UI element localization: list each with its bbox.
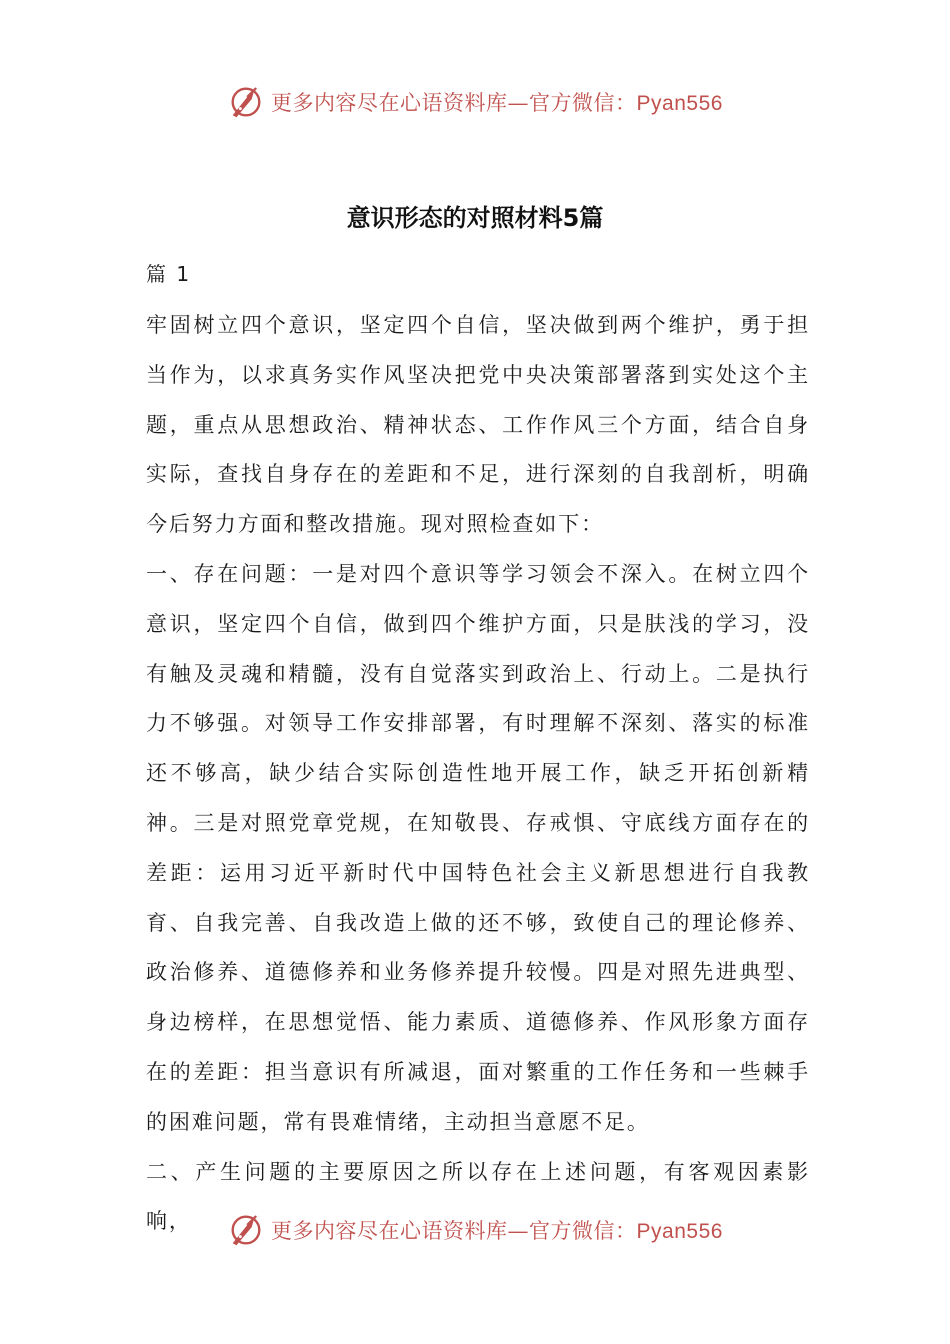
pen-nib-logo-icon [227, 1211, 265, 1249]
footer-wechat-id: Pyan556 [636, 1220, 723, 1243]
document-title: 意识形态的对照材料5篇 [346, 204, 604, 232]
section-label: 篇 1 [146, 262, 192, 286]
paragraph-problems: 一、存在问题：一是对四个意识等学习领会不深入。在树立四个意识，坚定四个自信，做到四个维护方面，只是肤浅的学习，没有触及灵魂和精髓，没有自觉落实到政治上、行动上。二是执行力不够强。对领导工作安排部署，有时理解不深刻、落实的标准还不够高，缺少结合实际创造性地开展工作，缺乏开拓创新精神。三是对照党章党规，在知敬畏、存戒惧、守底线方面存在的差距：运用习近平新时代中国特色社会主义新思想进行自我教育、自我完善、自我改造上做的还不够，致使自己的理论修养、政治修养、道德修养和业务修养提升较慢。四是对照先进典型、身边榜样，在思想觉悟、能力素质、道德修养、作风形象方面存在的差距：担当意识有所减退，面对繁重的工作任务和一些棘手的困难问题，常有畏难情绪，主动担当意愿不足。 [146, 561, 810, 1134]
footer-banner-text: 更多内容尽在心语资料库—官方微信： [271, 1219, 637, 1243]
paragraph-causes: 二、产生问题的主要原因之所以存在上述问题，有客观因素影响， [146, 1159, 810, 1234]
pen-nib-logo-icon [227, 83, 265, 121]
footer-banner [0, 1208, 950, 1252]
document-body [146, 301, 810, 1247]
wechat-id: Pyan556 [636, 92, 723, 115]
paragraph-intro: 牢固树立四个意识，坚定四个自信，坚决做到两个维护，勇于担当作为，以求真务实作风坚决把党中央决策部署落到实处这个主题，重点从思想政治、精神状态、工作作风三个方面，结合自身实际，查找自身存在的差距和不足，进行深刻的自我剖析，明确今后努力方面和整改措施。现对照检查如下： [146, 313, 810, 537]
header-banner [0, 80, 950, 124]
banner-text: 更多内容尽在心语资料库—官方微信： [271, 91, 637, 115]
